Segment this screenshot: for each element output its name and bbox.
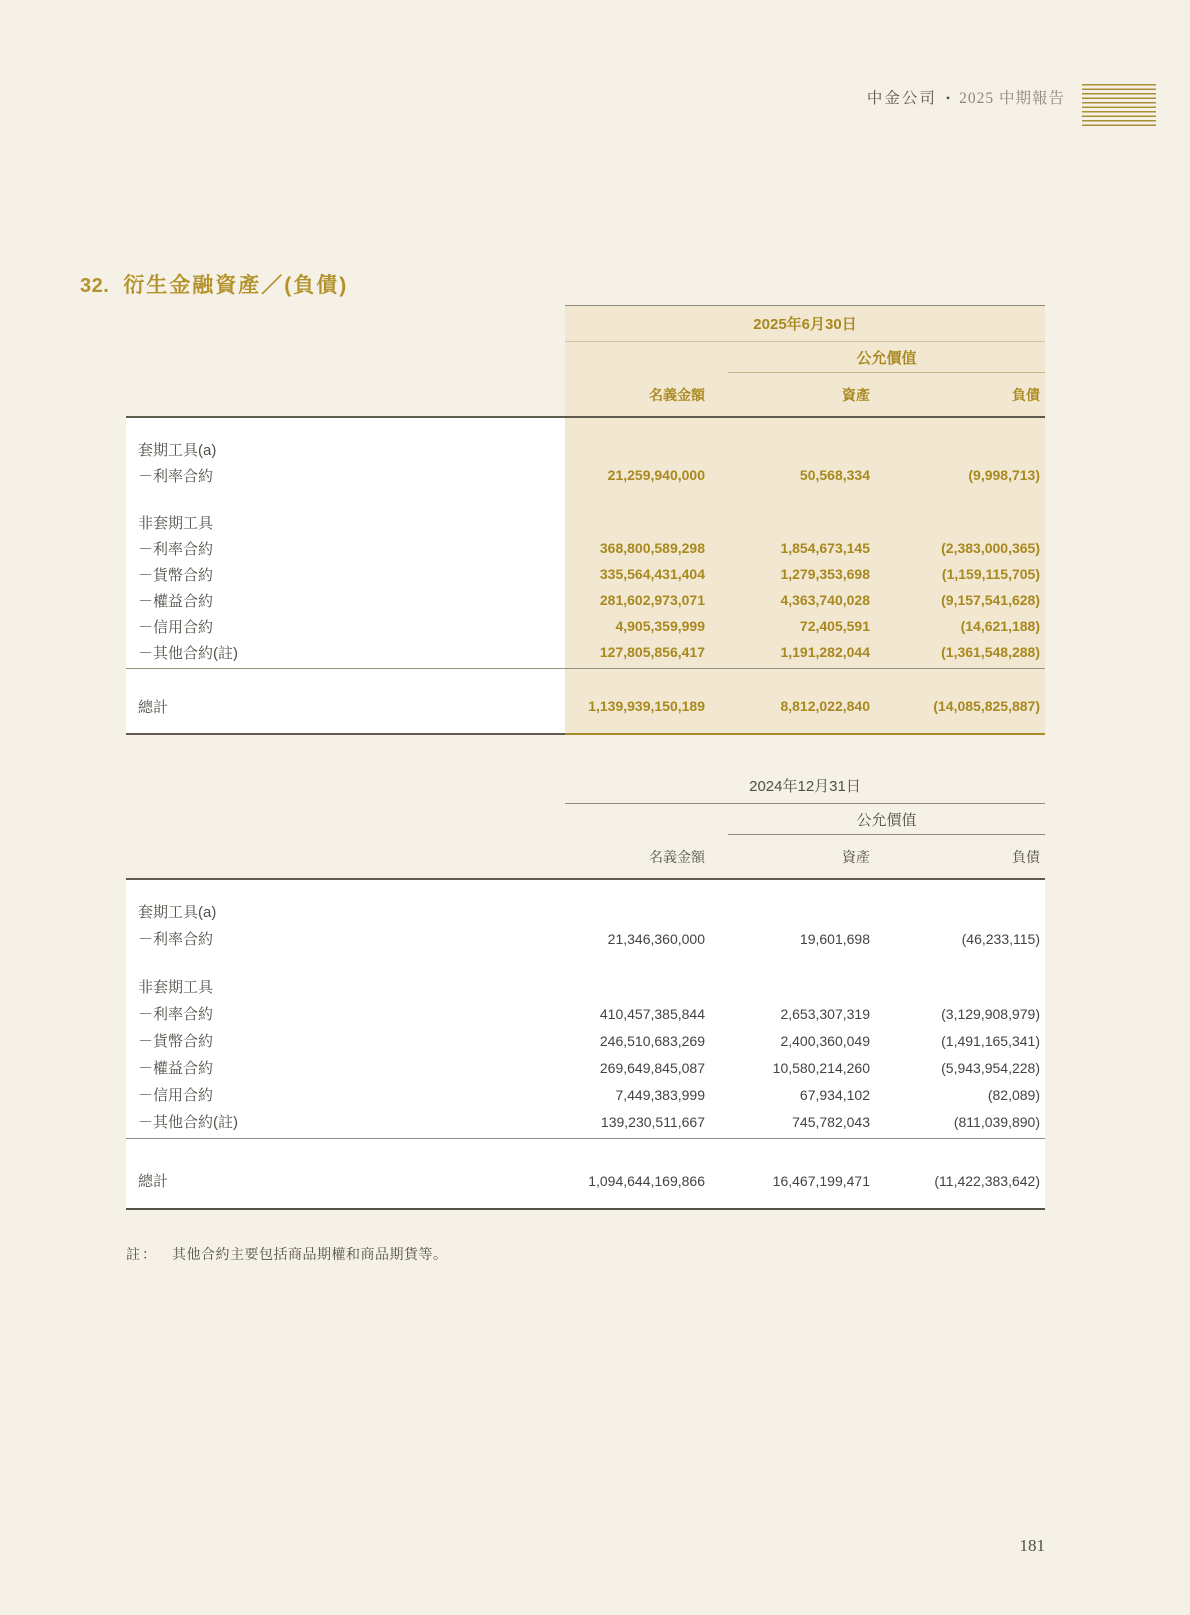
total-row [126, 1167, 1045, 1194]
total-assets-value: 16,467,199,471 [772, 1172, 870, 1189]
row-label: －權益合約 [138, 592, 214, 610]
row-label: －利率合約 [138, 467, 214, 485]
row-label: －利率合約 [138, 1006, 214, 1023]
liabilities-value: (1,491,165,341) [941, 1032, 1040, 1049]
assets-value: 67,934,102 [799, 1086, 870, 1103]
fair-value-header: 公允價值 [728, 342, 1045, 373]
table-content [126, 768, 1045, 1210]
liabilities-value: (14,621,188) [960, 618, 1040, 634]
liabilities-value: (82,089) [987, 1086, 1040, 1103]
assets-value: 745,782,043 [792, 1113, 870, 1130]
table-separator [126, 668, 1045, 669]
group-heading: 套期工具(a) [138, 904, 217, 921]
total-label: 總計 [138, 1173, 169, 1190]
group-heading: 非套期工具 [138, 979, 214, 996]
section-number: 32. [80, 275, 110, 297]
notional-value: 7,449,383,999 [615, 1086, 705, 1103]
table-row [126, 587, 1045, 613]
notional-value: 335,564,431,404 [599, 566, 705, 582]
column-header-row [126, 373, 1045, 418]
assets-value: 2,400,360,049 [780, 1032, 870, 1049]
group-heading-row [126, 898, 1045, 925]
notional-value: 269,649,845,087 [599, 1059, 705, 1076]
fair-value-header-row [126, 342, 1045, 373]
table-row [126, 561, 1045, 587]
assets-value: 19,601,698 [799, 930, 870, 947]
row-label: －權益合約 [138, 1060, 214, 1077]
derivatives-table-2024 [126, 768, 1045, 1210]
total-row [126, 693, 1045, 719]
notional-value: 410,457,385,844 [599, 1005, 705, 1022]
column-header-notional: 名義金額 [649, 386, 705, 403]
table-row [126, 1081, 1045, 1108]
assets-value: 10,580,214,260 [772, 1059, 870, 1076]
liabilities-value: (3,129,908,979) [941, 1005, 1040, 1022]
column-header-liabilities: 負債 [1012, 386, 1040, 403]
section-title [80, 269, 348, 299]
date-header-row [126, 768, 1045, 804]
assets-value: 2,653,307,319 [780, 1005, 870, 1022]
table-row [126, 613, 1045, 639]
page-number: 181 [1019, 1536, 1045, 1555]
group-heading-row [126, 509, 1045, 535]
footnote-text: 其他合約主要包括商品期權和商品期貨等。 [172, 1246, 448, 1262]
page-header [0, 86, 1065, 108]
assets-value: 72,405,591 [799, 618, 870, 634]
section-heading-text: 衍生金融資產／(負債) [123, 274, 349, 297]
column-header-assets: 資產 [842, 848, 870, 865]
fair-value-header: 公允價值 [728, 804, 1045, 835]
column-header-notional: 名義金額 [649, 848, 705, 865]
table-row [126, 639, 1045, 665]
group-heading-row [126, 436, 1045, 462]
table-row [126, 1000, 1045, 1027]
table-rows [126, 436, 1045, 719]
total-assets-value: 8,812,022,840 [780, 698, 870, 714]
total-liabilities-value: (11,422,383,642) [934, 1172, 1040, 1189]
row-label: －貨幣合約 [138, 1033, 214, 1050]
liabilities-value: (9,157,541,628) [941, 592, 1040, 608]
assets-value: 50,568,334 [799, 467, 870, 483]
date-header: 2025年6月30日 [565, 305, 1045, 342]
group-heading: 套期工具(a) [138, 441, 217, 459]
notional-value: 4,905,359,999 [615, 618, 705, 634]
footnote-marker: 註： [126, 1246, 158, 1262]
notional-value: 139,230,511,667 [600, 1113, 705, 1130]
table-row [126, 535, 1045, 561]
table-row [126, 1027, 1045, 1054]
total-notional-value: 1,139,939,150,189 [588, 698, 705, 714]
notional-value: 246,510,683,269 [599, 1032, 705, 1049]
row-label: －信用合約 [138, 1087, 214, 1104]
assets-value: 1,279,353,698 [780, 566, 870, 582]
liabilities-value: (5,943,954,228) [941, 1059, 1040, 1076]
row-label: －信用合約 [138, 618, 214, 636]
column-header-row [126, 835, 1045, 880]
table-row [126, 925, 1045, 952]
row-label: －利率合約 [138, 540, 214, 558]
column-header-liabilities: 負債 [1012, 848, 1040, 865]
table-row [126, 1054, 1045, 1081]
table-rows [126, 898, 1045, 1194]
table-row [126, 1108, 1045, 1135]
liabilities-value: (46,233,115) [961, 930, 1040, 947]
row-label: －貨幣合約 [138, 566, 214, 584]
total-liabilities-value: (14,085,825,887) [933, 698, 1040, 714]
fair-value-header-row [126, 804, 1045, 835]
stripes-logo-icon [1082, 84, 1156, 128]
derivatives-table-2025 [126, 305, 1045, 735]
row-label: －其他合約(註) [138, 644, 238, 662]
date-header-row [126, 305, 1045, 342]
table-separator [126, 1138, 1045, 1139]
company-name: 中金公司 [866, 90, 937, 107]
liabilities-value: (9,998,713) [968, 467, 1040, 483]
row-label: －其他合約(註) [138, 1114, 238, 1131]
notional-value: 368,800,589,298 [599, 540, 705, 556]
table-row [126, 462, 1045, 488]
date-header: 2024年12月31日 [565, 768, 1045, 804]
notional-value: 281,602,973,071 [599, 592, 705, 608]
liabilities-value: (2,383,000,365) [941, 540, 1040, 556]
footnote [126, 1244, 448, 1264]
separator-dot-icon: • [945, 91, 951, 105]
total-label: 總計 [138, 698, 169, 716]
group-heading: 非套期工具 [138, 514, 214, 532]
group-heading-row [126, 973, 1045, 1000]
liabilities-value: (1,159,115,705) [941, 566, 1040, 582]
liabilities-value: (1,361,548,288) [941, 644, 1040, 660]
assets-value: 4,363,740,028 [780, 592, 870, 608]
notional-value: 21,259,940,000 [607, 467, 705, 483]
assets-value: 1,854,673,145 [780, 540, 870, 556]
report-title: 2025 中期報告 [959, 90, 1065, 107]
notional-value: 127,805,856,417 [599, 644, 705, 660]
row-label: －利率合約 [138, 931, 214, 948]
assets-value: 1,191,282,044 [780, 644, 870, 660]
total-notional-value: 1,094,644,169,866 [588, 1172, 705, 1189]
column-header-assets: 資產 [842, 386, 870, 403]
table-content [126, 305, 1045, 735]
liabilities-value: (811,039,890) [953, 1113, 1040, 1130]
notional-value: 21,346,360,000 [607, 930, 705, 947]
